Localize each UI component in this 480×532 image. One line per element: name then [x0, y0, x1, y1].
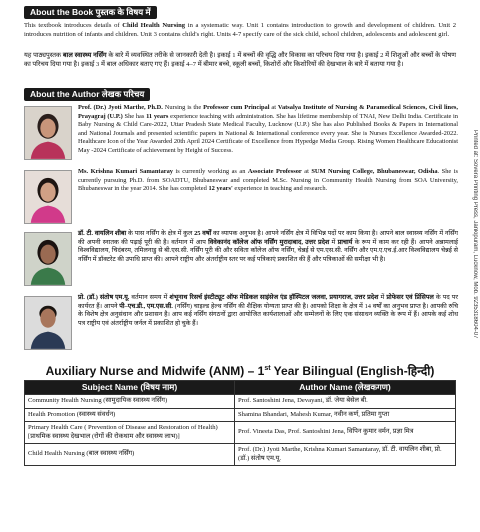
table-header-row	[25, 381, 456, 395]
bold-text: 12 years'	[208, 185, 233, 192]
author-card	[24, 104, 460, 162]
text: st	[264, 365, 271, 372]
text: वर्तमान समय में	[129, 294, 170, 301]
text: यह पाठ्यपुस्तक	[24, 52, 63, 59]
bold-text: Professor cum Principal	[203, 104, 270, 111]
text: के पद पर कार्यरत हैं। आपने	[78, 294, 458, 310]
column-header: Subject Name (विषय नाम)	[25, 381, 235, 395]
series-title	[24, 362, 456, 379]
books-table	[24, 380, 456, 466]
text: is currently working as an	[173, 168, 248, 175]
author-name: प्रो. (डॉ.) संतोष एम.यू.	[78, 294, 130, 301]
text: में	[329, 238, 338, 246]
text: का व्यापक अनुभव है। आपने नर्सिंग क्षेत्र में विभिन्न पदों पर काम किया है। आपने बाल स्वास्थ्य नर्सिंग में नर्सिंग की अपनी स्नातक की पढ़ाई पूरी की है। वर्तमान में आप	[78, 230, 459, 246]
subject-cell: Health Promotion (स्वास्थ्य संवर्धन)	[25, 408, 235, 422]
author-photo	[24, 296, 72, 350]
about-book-text-en	[24, 22, 456, 39]
text: Auxiliary Nurse and Midwife (ANM) – 1	[45, 364, 265, 378]
about-author-heading: About the Author लेखक परिचय	[24, 88, 150, 101]
author-card	[24, 230, 460, 288]
text: at	[269, 104, 278, 111]
bold-text: Associate Professor	[247, 168, 302, 175]
text: at	[301, 168, 312, 175]
author-name: डॉ. टी. वायलिन शीबा	[78, 230, 127, 237]
about-book-heading: About the Book पुस्तक के विषय में	[24, 6, 157, 19]
portrait-female-icon	[25, 233, 71, 285]
printer-vertical-text: Printed at: Sovera Printing Press, Jankipuram, Lucknow, Mob. 9235318604-07	[472, 130, 478, 339]
bold-subject: बाल स्वास्थ्य नर्सिंग	[62, 52, 107, 59]
author-cell: Shamina Bhandari, Mahesh Kumar, नवीन कर्ण, प्रतिमा गुप्ता	[235, 408, 456, 422]
table-row	[25, 422, 456, 444]
bold-text: प्रोफेसर एवं प्रिंसिपल	[386, 294, 434, 301]
text: experience teaching with administration. She has lifetime membership of TNAI, New Delhi India. Certificate in Baby Nursing & Child Care-2022, Uttar Pradesh State Medical Faculty, Lucknow (U.P.) She has also Published Books & Papers in International and National Journals and presented scientific papers in National & International conference every year. She is Nurses Excellence Awarded-2022. Healthcare Icon of the Year Awarded 20th April 2024 Certificate of Excellence from Hypedge Media Group. Rising Women Healthcare Educationist May -2024 Certificate of achievement by Height of Success.	[78, 112, 458, 154]
author-bio	[78, 104, 458, 155]
text: . She is currently pursuing Ph.D. from SOADTU, Bhubaneswar and completed M.Sc. Nursing in Community Health Nursing from SOA University, Bhubaneswar in the year 2014. She has completed	[78, 168, 458, 192]
bold-text: 11 years	[146, 112, 169, 120]
portrait-female-icon	[25, 171, 71, 223]
bold-text: 25 वर्षों	[194, 230, 212, 237]
bold-text: विवेकानंद कॉलेज ऑफ नर्सिंग मुरादाबाद, उत्तर प्रदेश	[208, 238, 330, 246]
author-name: Ms. Krishna Kumari Samantaray	[78, 168, 173, 175]
author-cell: Prof. (Dr.) Jyoti Marthe, Krishna Kumari Samantaray, डॉ. टी. वायलिन शीबा, प्रो.(डॉ.) संतोष एम.यू.	[235, 444, 456, 466]
table-row	[25, 444, 456, 466]
author-name: Prof. (Dr.) Jyoti Marthe, Ph.D.	[78, 104, 163, 111]
about-book-text-hi	[24, 52, 456, 69]
subject-cell: Child Health Nursing (बाल स्वास्थ्य नर्सिंग)	[25, 444, 235, 466]
table-row	[25, 408, 456, 422]
bold-subject: Child Health Nursing	[122, 22, 186, 29]
bold-text: Vatsalya Institute of Nursing & Paramedical Sciences, Civil lines, Prayagraj (U.P.)	[78, 104, 458, 120]
text: के पास नर्सिंग के क्षेत्र में कुल	[126, 230, 195, 237]
text: Nursing is the	[162, 104, 204, 111]
author-photo	[24, 106, 72, 160]
author-photo	[24, 232, 72, 286]
author-bio	[78, 168, 458, 194]
author-card	[24, 168, 460, 226]
text: में	[378, 294, 387, 301]
text: experience in teaching and research.	[232, 185, 328, 192]
author-photo	[24, 170, 72, 224]
text: in a systematic way. Unit 1 contains introduction to growth and development of children. Unit 2 introduces nutrition of infants and children. Unit 3 contains child's right. Units 4-7 specify care of the sick child, school children, adolescents and adolescent girl.	[24, 22, 456, 38]
author-bio	[78, 230, 458, 264]
text: Year Bilingual (English-हिन्दी)	[270, 364, 435, 378]
text: के बारे में व्यवस्थित तरीके से जानकारी देती है। इकाई 1 में बच्चों की वृद्धि और विकास का परिचय दिया गया है। इकाई 2 में शिशुओं और बच्चों के पोषण का परिचय दिया गया है। इकाई 3 में बाल अधिकार बताए गए हैं। इकाई 4–7 में बीमार बच्चे, स्कूली बच्चों, किशोरों और किशोरियों की देखभाल के बारे में बताया गया है।	[24, 52, 456, 68]
portrait-male-icon	[25, 297, 71, 349]
text: के रूप में काम कर रही हैं। आपने अन्नामलाई विश्वविद्यालय, चिदंबरम, तमिलनाडु से बी.एस.सी. नर्सिंग पूरी की और सविता कॉलेज ऑफ नर्सिंग, चेन्नई से एम.एस.सी. नर्सिंग और एम.ए.एच.ई.आर विश्वविद्यालय चेन्नई से नर्सिंग में डॉक्टरेट की उपाधि प्राप्त की। आपने राष्ट्रीय और अंतर्राष्ट्रीय स्तर पर कई पत्रिकाएं प्रकाशित की हैं और पत्रिकाओं की समीक्षा भी है।	[78, 238, 458, 263]
bold-text: पी–एच.डी., एम.एस.सी.	[119, 302, 173, 310]
author-card	[24, 294, 460, 352]
text: She has	[122, 112, 147, 120]
author-cell: Prof. Vineeta Das, Prof. Santoshini Jena, विपिन कुमार वर्मन, प्रज्ञा मित्र	[235, 422, 456, 444]
bold-text: शंभूनाथ रिसर्च इंस्टीट्यूट ऑफ मेडिकल साइंसेज एंड हॉस्पिटल जलवा, प्रयागराज, उत्तर प्रदेश	[169, 294, 379, 301]
bold-text: SUM Nursing College, Bhubaneswar, Odisha	[311, 168, 438, 175]
text: This textbook introduces details of	[24, 22, 123, 29]
subject-cell: Community Health Nursing (सामुदायिक स्वास्थ्य नर्सिंग)	[25, 395, 235, 409]
table-row	[25, 395, 456, 409]
author-bio	[78, 294, 458, 328]
bold-text: प्राचार्य	[337, 238, 353, 246]
subject-cell: Primary Health Care ( Prevention of Disease and Restoration of Health) [प्राथमिक स्वास्थ्य देखभाल (रोगों की रोकथाम और स्वास्थ्य लाभ)]	[25, 422, 235, 444]
author-cell: Prof. Santoshini Jena, Devayani, डॉ. जेया बेसेल बी.	[235, 395, 456, 409]
text: (नर्सिंग) चाइल्ड हेल्थ नर्सिंग की शैक्षिक योग्यता प्राप्त की है। आपको शिक्षा के क्षेत्र में 14 वर्षों का अनुभव प्राप्त है। आपकी रुचि के विशेष क्षेत्र अनुसंधान और प्रशासन है। आप कई नर्सिंग संगठनों द्वारा आयोजित कार्यशालाओं और सम्मेलनों के लिए एक संसाधन व्यक्ति के रूप में हैं। आपके कई शोध पत्र राष्ट्रीय एवं अंतर्राष्ट्रीय जर्नल में प्रकाशित हो चुके हैं।	[78, 302, 459, 327]
portrait-female-icon	[25, 107, 71, 159]
column-header: Author Name (लेखकगण)	[235, 381, 456, 395]
